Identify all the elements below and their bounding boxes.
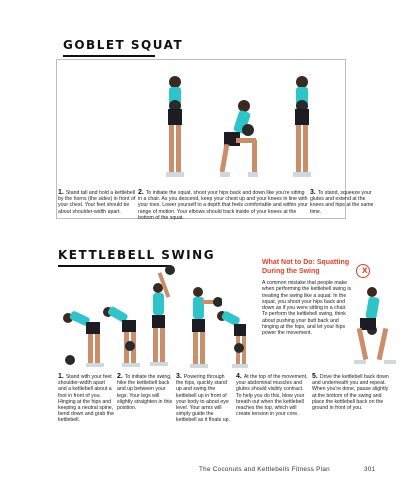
goblet-step-1	[58, 190, 136, 215]
swing-step-1-text: Stand with your feet shoulder-width apart and a kettlebell about a foot in front of you. Hinging at the hips and keeping a neutral spine, bend down and grab the kettlebell.	[58, 374, 114, 424]
swing-step-1	[58, 374, 114, 424]
goblet-step-1-number: 1.	[58, 189, 64, 196]
mistake-figure	[352, 282, 398, 368]
goblet-figure-3	[272, 72, 332, 184]
swing-step-4-text: At the top of the movement, your abdominal muscles and glutes should visibly contract. To help you do this, blow your breath out when the kettlebell reaches the top, which will create tension in your core.	[236, 374, 308, 418]
mistake-callout-title: What Not to Do: Squatting During the Swing	[262, 259, 350, 275]
goblet-step-3-text: To stand, squeeze your glutes and extend at the knees and hips at the same time.	[310, 190, 374, 215]
swing-step-5-text: Drive the kettlebell back down and underneath you and repeat. When you're done, pause slightly at the bottom of the swing and place the kettlebell back on the ground in front of you.	[312, 374, 389, 412]
swing-step-2-number: 2.	[117, 373, 123, 380]
goblet-squat-title	[63, 38, 183, 57]
swing-step-3	[176, 374, 232, 424]
swing-step-2	[117, 374, 173, 411]
swing-step-2-text: To initiate the swing, hike the kettlebell back and up between your legs. Your legs will slightly straighten in this position.	[117, 374, 173, 412]
mistake-callout	[262, 259, 352, 337]
goblet-squat-title-text: GOBLET SQUAT	[63, 38, 184, 52]
swing-step-1-number: 1.	[58, 373, 64, 380]
swing-step-5	[312, 374, 392, 411]
x-icon	[356, 264, 370, 278]
goblet-step-3-number: 3.	[310, 189, 316, 196]
kettlebell-swing-title-text: KETTLEBELL SWING	[58, 248, 216, 262]
page-number	[364, 466, 375, 473]
mistake-callout-text: A common mistake that people make when performing the kettlebell swing is treating the swing like a squat. In the squat, you shoot your hips back and down as if you were sitting in a chair. To perform the kettlebell swing, think about pushing your butt back and hinging at the hips, and let your hips power the movement.	[262, 280, 352, 337]
goblet-step-2-number: 2.	[138, 189, 144, 196]
goblet-step-3	[310, 190, 374, 215]
goblet-step-2-text: To initiate the squat, shoot your hips back and down like you're sitting in a chair. As you descend, keep your chest up and your knees in line with your toes. Lower yourself to a depth that feels comfortable and within your range of motion. Your elbows should track inside of your knees at the bottom of the squat.	[138, 190, 308, 221]
goblet-figure-1	[145, 72, 205, 184]
goblet-figure-2	[210, 96, 270, 186]
title-underline	[63, 55, 155, 57]
swing-step-4-number: 4.	[236, 373, 242, 380]
swing-figure-5	[212, 298, 250, 370]
swing-step-3-number: 3.	[176, 373, 182, 380]
running-footer	[199, 466, 330, 473]
swing-figure-3	[136, 262, 184, 370]
swing-step-3-text: Powering through the hips, quickly stand up and swing the kettlebell up in front of your body to about eye level. Your arms will simply guide the kettlebell as it floats up.	[176, 374, 230, 424]
swing-step-5-number: 5.	[312, 373, 318, 380]
running-title: The Coconuts and Kettlebells Fitness Plan	[199, 466, 330, 473]
goblet-step-1-text: Stand tall and hold a kettlebell by the horns (the sides) in front of your chest. Your feet should be about shoulder-width apart.	[58, 190, 136, 215]
x-icon-glyph: x	[362, 265, 368, 276]
swing-step-4	[236, 374, 308, 417]
goblet-step-2	[138, 190, 308, 221]
page-number-text: 301	[364, 466, 376, 473]
